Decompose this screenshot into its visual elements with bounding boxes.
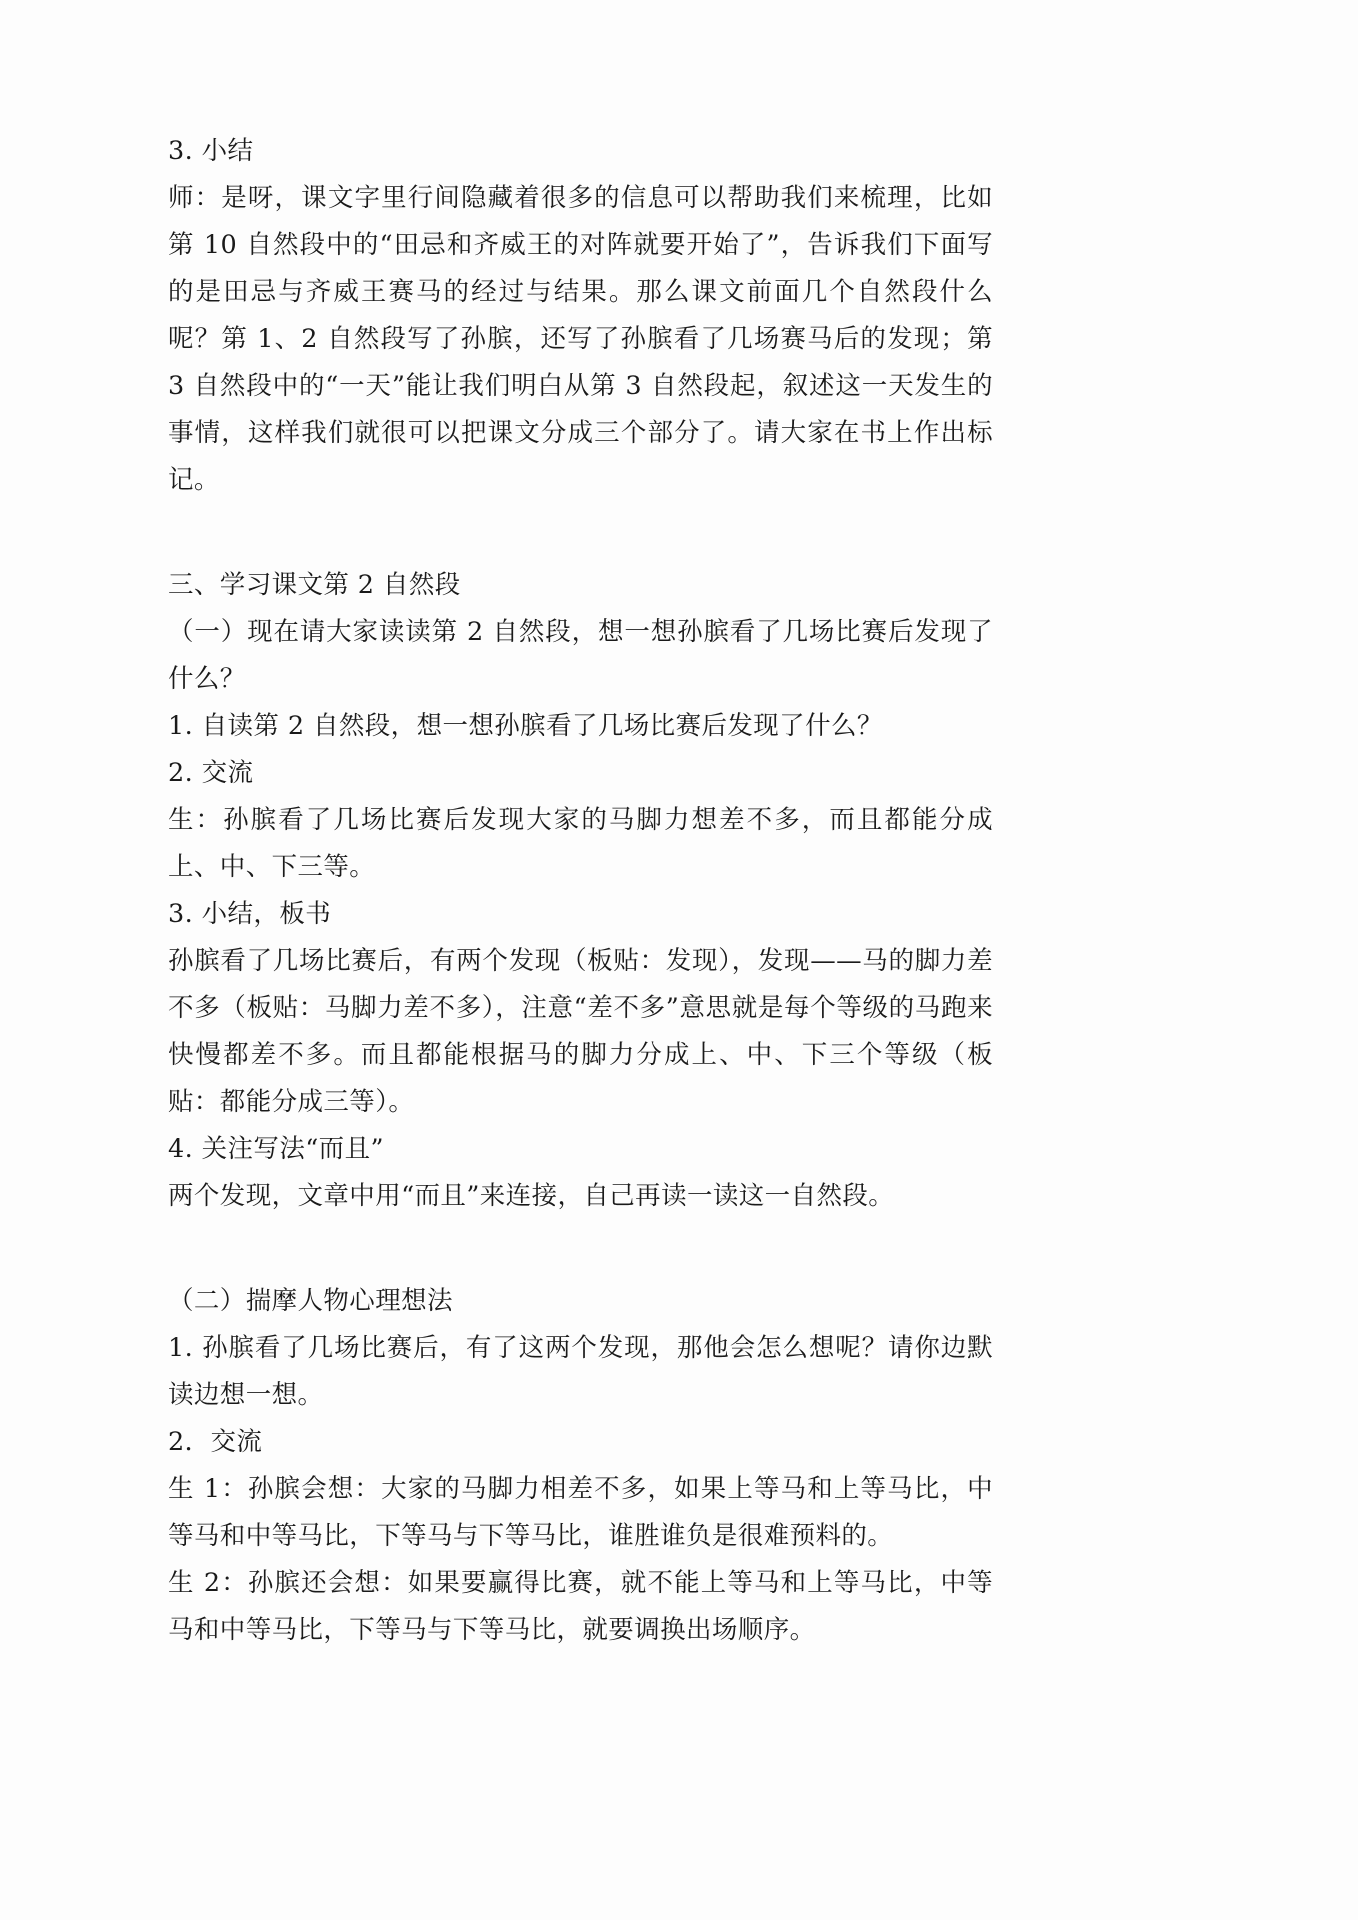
- section-spacer-two: [168, 1220, 993, 1278]
- item-2-exchange: 2. 交流: [168, 758, 254, 788]
- item-two-guess-mind: （二）揣摩人物心理想法: [168, 1286, 453, 1316]
- heading-section-three: 三、学习课文第 2 自然段: [168, 570, 461, 600]
- item-one-read-aloud: （一）现在请大家读读第 2 自然段，想一想孙膑看了几场比赛后发现了什么？: [168, 617, 993, 694]
- item-2-exchange-second: 2．交流: [168, 1427, 263, 1457]
- paragraph-student-two: 生 2：孙膑还会想：如果要赢得比赛，就不能上等马和上等马比，中等马和中等马比，下等马与下等马比，就要调换出场顺序。: [168, 1568, 993, 1645]
- section-spacer: [168, 504, 993, 562]
- paragraph-board-explanation: 孙膑看了几场比赛后，有两个发现（板贴：发现），发现——马的脚力差不多（板贴：马脚力差不多），注意“差不多”意思就是每个等级的马跑来快慢都差不多。而且都能根据马的脚力分成上、中、下三个等级（板贴：都能分成三等）。: [168, 946, 993, 1117]
- paragraph-student-one: 生 1：孙膑会想：大家的马脚力相差不多，如果上等马和上等马比，中等马和中等马比，下等马与下等马比，谁胜谁负是很难预料的。: [168, 1474, 993, 1551]
- document-body: [168, 128, 1002, 1654]
- item-1-how-would-he-think: 1. 孙膑看了几场比赛后，有了这两个发现，那他会怎么想呢？请你边默读边想一想。: [168, 1333, 993, 1410]
- item-3-summary-board: 3. 小结，板书: [168, 899, 332, 929]
- item-4-focus-writing-method: 4. 关注写法“而且”: [168, 1134, 384, 1164]
- paragraph-teacher-summary: 师：是呀，课文字里行间隐藏着很多的信息可以帮助我们来梳理，比如第 10 自然段中的“田忌和齐威王的对阵就要开始了”，告诉我们下面写的是田忌与齐威王赛马的经过与结果。那么课文前面几个自然段什么呢？第 1、2 自然段写了孙膑，还写了孙膑看了几场赛马后的发现；第 3 自然段中的“一天”能让我们明白从第 3 自然段起，叙述这一天发生的事情，这样我们就很可以把课文分成三个部分了。请大家在书上作出标记。: [168, 183, 1002, 495]
- heading-3-xiaojie: 3. 小结: [168, 136, 254, 166]
- item-1-self-read: 1. 自读第 2 自然段，想一想孙膑看了几场比赛后发现了什么？: [168, 711, 883, 741]
- paragraph-two-findings: 两个发现，文章中用“而且”来连接，自己再读一读这一自然段。: [168, 1181, 895, 1211]
- paragraph-student-answer: 生：孙膑看了几场比赛后发现大家的马脚力想差不多，而且都能分成上、中、下三等。: [168, 805, 993, 882]
